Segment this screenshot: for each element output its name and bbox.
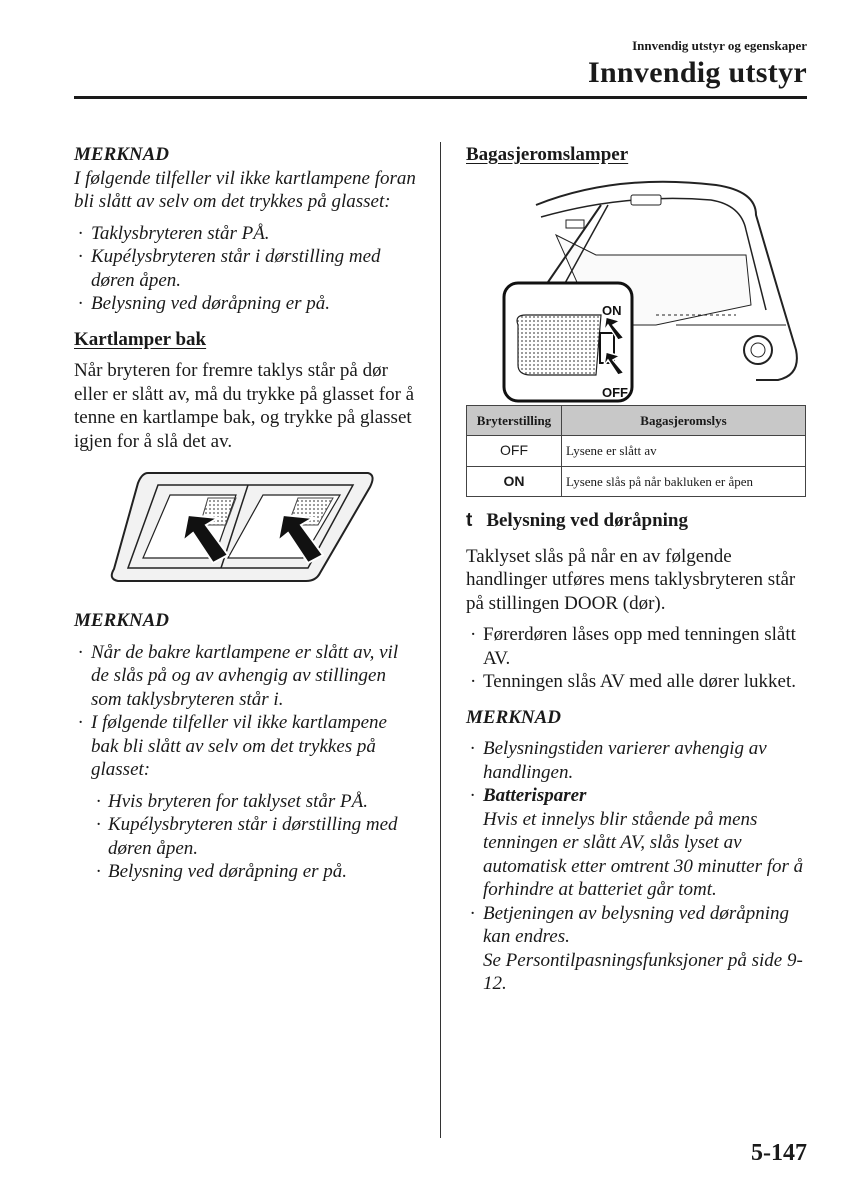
cargo-lamp-table: [466, 405, 806, 498]
note-item: · Belysningstiden varierer avhengig av handlingen.: [466, 737, 812, 784]
note-heading-3: MERKNAD: [466, 706, 562, 728]
note-heading-2: MERKNAD: [74, 610, 170, 631]
note-intro-1: I følgende tilfeller vil ikke kartlampene foran bli slått av selv om det trykkes på glasset:: [74, 167, 416, 212]
door-light-body: Taklyset slås på når en av følgende handlinger utføres mens taklysbryteren står på stillingen DOOR (dør).: [466, 545, 796, 614]
battery-saver-body: Hvis et innelys blir stående på mens tenningen er slått AV, slås lyset av automatisk etter omtrent 30 minutter for å forhindre at batteriet går tomt.: [483, 808, 804, 900]
note-item: · Når de bakre kartlampene er slått av, vil de slås på og av avhengig av stillingen som taklysbryteren står i.: [74, 641, 419, 712]
section-marker: t: [466, 510, 473, 531]
note-subitem: · Hvis bryteren for taklyset står PÅ.: [74, 790, 419, 814]
table-row: [467, 466, 806, 497]
note-item: [466, 902, 812, 996]
list-item: · Førerdøren låses opp med tenningen slått AV.: [466, 623, 812, 670]
note-sublist-2: [74, 790, 419, 884]
page-number: 5-147: [751, 1140, 807, 1166]
section-header: Innvendig utstyr og egenskaper: [632, 38, 807, 53]
switch-on-label: ON: [602, 302, 622, 318]
rear-map-lamp-illustration: [108, 463, 419, 593]
table-header-cargo-light: Bagasjeromslys: [562, 405, 806, 436]
note-list-3: [466, 737, 812, 996]
note-subitem: · Kupélysbryteren står i dørstilling med døren åpen.: [74, 813, 419, 860]
note-item-text: · Betjeningen av belysning ved døråpning kan endres.: [483, 902, 790, 947]
note-item: · Belysning ved døråpning er på.: [74, 292, 419, 316]
subsection-heading-door-light: [466, 509, 812, 533]
table-cell-desc: Lysene slås på når bakluken er åpen: [562, 466, 806, 497]
page-title: Innvendig utstyr: [587, 56, 807, 89]
header-rule: [74, 96, 807, 99]
right-column: [466, 143, 812, 996]
note-item: · Kupélysbryteren står i dørstilling med døren åpen.: [74, 245, 419, 292]
table-cell-switch: OFF: [467, 436, 562, 467]
table-cell-switch: ON: [467, 466, 562, 497]
cross-reference: Se Persontilpasningsfunksjoner på side 9-12.: [483, 949, 803, 994]
list-item: · Tenningen slås AV med alle dører lukket.: [466, 670, 812, 694]
section-heading-rear-lamps: Kartlamper bak: [74, 328, 207, 350]
note-heading-1: MERKNAD: [74, 144, 170, 165]
map-lamp-figure: [108, 463, 378, 588]
cargo-lamp-figure: [496, 175, 806, 403]
table-cell-desc: Lysene er slått av: [562, 436, 806, 467]
table-header-switch: Bryterstilling: [467, 405, 562, 436]
note-item: · I følgende tilfeller vil ikke kartlampene bak bli slått av selv om det trykkes på glasset:: [74, 711, 419, 782]
note-subitem: · Belysning ved døråpning er på.: [74, 860, 419, 884]
switch-off-label: OFF: [602, 384, 628, 400]
table-row: [467, 436, 806, 467]
left-column: [74, 143, 419, 884]
cargo-lamp-illustration: [496, 175, 812, 405]
note-item: [466, 784, 812, 902]
column-divider: [440, 142, 441, 1138]
note-item: · Taklysbryteren står PÅ.: [74, 222, 419, 246]
rear-lamps-body: Når bryteren for fremre taklys står på dør eller er slått av, må du trykke på glasset for å tenne en kartlampe bak, og trykke på glasset igjen for å slå det av.: [74, 360, 415, 452]
door-light-heading: Belysning ved døråpning: [486, 510, 688, 531]
section-heading-cargo-lamps: Bagasjeromslamper: [466, 144, 629, 165]
battery-saver-title: · Batterisparer: [483, 785, 587, 806]
note-list-2: [74, 641, 419, 782]
note-list-1: [74, 222, 419, 316]
door-light-list: [466, 623, 812, 694]
